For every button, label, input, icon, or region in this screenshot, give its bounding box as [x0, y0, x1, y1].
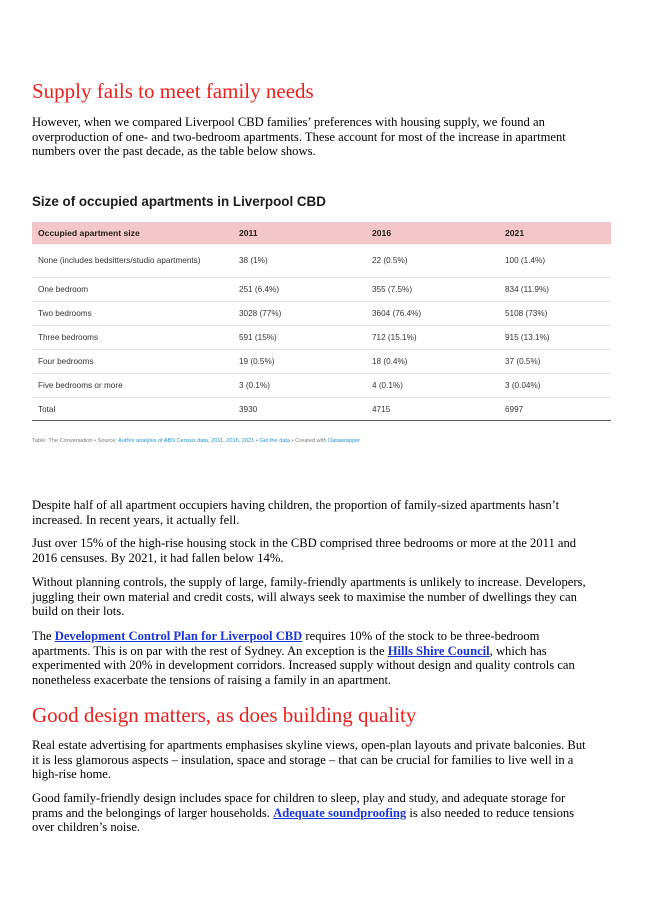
table-cell: 591 (15%)	[233, 326, 366, 350]
table-row	[32, 244, 611, 278]
source-link[interactable]: Author analysis of ABS Census data, 2011, 2016, 2021	[118, 438, 255, 444]
table-cell: Three bedrooms	[32, 326, 233, 350]
table-header-cell: Occupied apartment size	[32, 222, 233, 244]
table-cell: 3 (0.1%)	[233, 374, 366, 398]
table-cell: 22 (0.5%)	[366, 244, 499, 278]
body-paragraph: Just over 15% of the high-rise housing stock in the CBD comprised three bedrooms or more at the 2011 and 2016 censuses. By 2021, it had fallen below 14%.	[32, 536, 577, 565]
source-separator: •	[254, 438, 260, 444]
table-cell: 6997	[499, 398, 611, 421]
table-row	[32, 278, 611, 302]
hills-shire-council-link[interactable]: Hills Shire Council	[387, 643, 490, 658]
table-cell: 38 (1%)	[233, 244, 366, 278]
section-heading-design: Good design matters, as does building quality	[32, 703, 417, 727]
adequate-soundproofing-link[interactable]: Adequate soundproofing	[273, 805, 407, 820]
table-cell: 37 (0.5%)	[499, 350, 611, 374]
table-cell: 3028 (77%)	[233, 302, 366, 326]
table-row	[32, 326, 611, 350]
table-header-cell: 2016	[366, 222, 499, 244]
table-cell: Five bedrooms or more	[32, 374, 233, 398]
table-cell: Two bedrooms	[32, 302, 233, 326]
apartments-table	[32, 222, 611, 421]
table-header-row	[32, 222, 611, 244]
table-cell: 355 (7.5%)	[366, 278, 499, 302]
table-cell: 4 (0.1%)	[366, 374, 499, 398]
table-cell: 251 (6.4%)	[233, 278, 366, 302]
intro-paragraph: However, when we compared Liverpool CBD families’ preferences with housing supply, we found an overproduction of one- and two-bedroom apartments. These account for most of the increase in apartment numbers over the past decade, as the table below shows.	[32, 115, 566, 159]
body-paragraph	[32, 791, 592, 835]
table-row	[32, 350, 611, 374]
get-data-link[interactable]: Get the data	[259, 438, 291, 444]
table-cell: 3930	[233, 398, 366, 421]
table-cell: 18 (0.4%)	[366, 350, 499, 374]
table-cell: Four bedrooms	[32, 350, 233, 374]
table-total-row	[32, 398, 611, 421]
table-cell: 712 (15.1%)	[366, 326, 499, 350]
development-control-plan-link[interactable]: Development Control Plan for Liverpool CBD	[54, 629, 303, 643]
table-cell: 915 (13.1%)	[499, 326, 611, 350]
text-run: Good family-friendly design includes space for children to sleep, play and study, and adequate storage for prams and the belongings of larger households.	[32, 791, 566, 820]
text-run: requires 10% of the stock to be three-bedroom apartments. This is on par with the rest of Sydney. An exception is the	[32, 629, 540, 658]
text-run: is also needed to reduce tensions over children’s noise.	[32, 805, 575, 835]
table-source-note	[32, 438, 360, 444]
text-run: The	[32, 629, 55, 643]
table-cell: 834 (11.9%)	[499, 278, 611, 302]
text-run: , which has experimented with 20% in development corridors. Increased supply without design and quality controls can nonetheless exacerbate the tensions of raising a family in an apartment.	[32, 643, 575, 687]
source-prefix: Table: The Conversation • Source:	[32, 438, 119, 444]
body-paragraph: Real estate advertising for apartments emphasises skyline views, open-plan layouts and private balconies. But it is less glamorous aspects – insulation, space and storage – that can be crucial for families to live well in a high-rise home.	[32, 738, 586, 782]
table-cell: 3604 (76.4%)	[366, 302, 499, 326]
datawrapper-link[interactable]: Datawrapper	[328, 438, 361, 444]
table-header-cell: 2011	[233, 222, 366, 244]
table-cell: Total	[32, 398, 233, 421]
body-paragraph: Despite half of all apartment occupiers having children, the proportion of family-sized apartments hasn’t increased. In recent years, it actually fell.	[32, 498, 560, 527]
table-row	[32, 302, 611, 326]
section-heading-supply: Supply fails to meet family needs	[32, 79, 314, 103]
table-cell: 5108 (73%)	[499, 302, 611, 326]
table-cell: 3 (0.04%)	[499, 374, 611, 398]
table-cell: 100 (1.4%)	[499, 244, 611, 278]
table-cell: One bedroom	[32, 278, 233, 302]
table-cell: 4715	[366, 398, 499, 421]
table-title: Size of occupied apartments in Liverpool CBD	[32, 194, 326, 209]
table-header-cell: 2021	[499, 222, 611, 244]
body-paragraph	[32, 629, 592, 687]
table-row	[32, 374, 611, 398]
body-paragraph: Without planning controls, the supply of large, family-friendly apartments is unlikely to increase. Developers, juggling their own material and credit costs, will always seek to maximise the number of dwellings they can build on their lots.	[32, 575, 586, 619]
source-separator: • Created with	[290, 438, 329, 444]
table-cell: None (includes bedsitters/studio apartments)	[32, 244, 233, 278]
table-cell: 19 (0.5%)	[233, 350, 366, 374]
